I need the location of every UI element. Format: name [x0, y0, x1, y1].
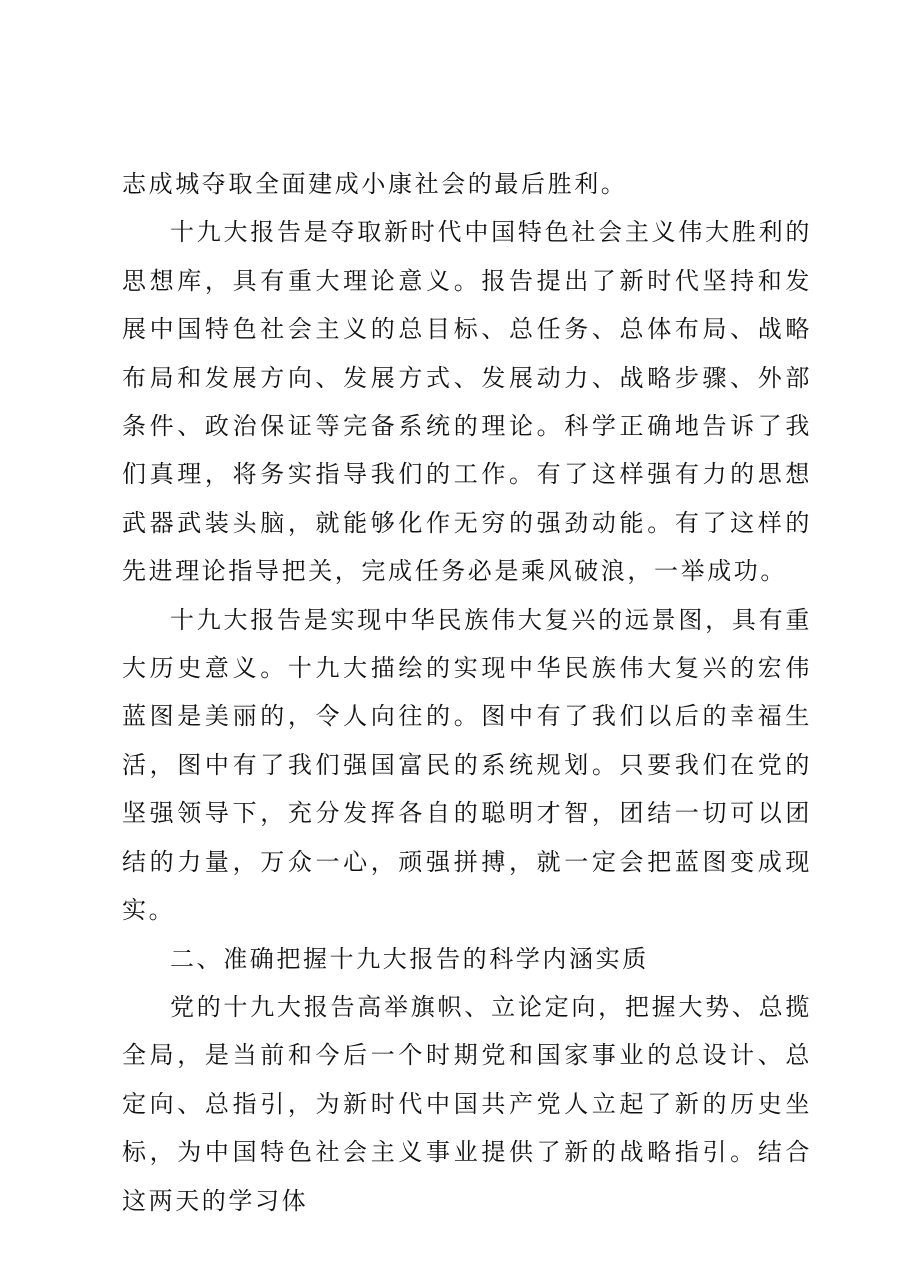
paragraph-history-significance: 十九大报告是实现中华民族伟大复兴的远景图，具有重大历史意义。十九大描绘的实现中华民族伟大复兴的宏伟蓝图是美丽的，令人向往的。图中有了我们以后的幸福生活，图中有了我们强国富民的系统规划。只要我们在党的坚强领导下，充分发挥各自的聪明才智，团结一切可以团结的力量，万众一心，顽强拼搏，就一定会把蓝图变成现实。: [122, 605, 812, 925]
section-heading: 二、准确把握十九大报告的科学内涵实质: [170, 944, 649, 973]
paragraph-continuation: 志成城夺取全面建成小康社会的最后胜利。: [122, 170, 628, 198]
paragraph-theory-significance: 十九大报告是夺取新时代中国特色社会主义伟大胜利的思想库，具有重大理论意义。报告提出了新时代坚持和发展中国特色社会主义的总目标、总任务、总体布局、战略布局和发展方向、发展方式、发展动力、战略步骤、外部条件、政治保证等完备系统的理论。科学正确地告诉了我们真理，将务实指导我们的工作。有了这样强有力的思想武器武装头脑，就能够化作无穷的强劲动能。有了这样的先进理论指导把关，完成任务必是乘风破浪，一举成功。: [122, 218, 812, 586]
paragraph-report-overview: 党的十九大报告高举旗帜、立论定向，把握大势、总揽全局，是当前和今后一个时期党和国家事业的总设计、总定向、总指引，为新时代中国共产党人立起了新的历史坐标，为中国特色社会主义事业提供了新的战略指引。结合这两天的学习体: [122, 992, 812, 1215]
document-body: [122, 160, 812, 1225]
